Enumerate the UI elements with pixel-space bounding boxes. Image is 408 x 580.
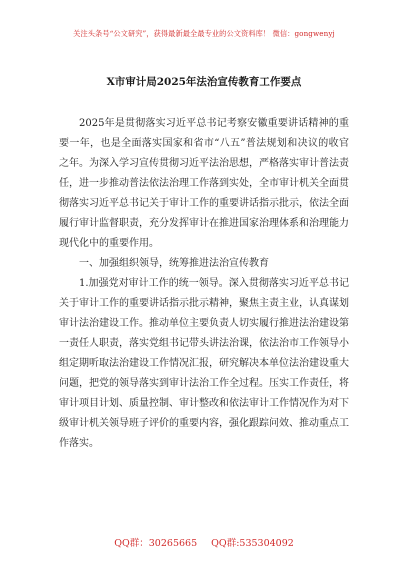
promo-banner: 关注头条号“公文研究”，获得最新最全最专业的公文资料库！ 微信：gongwenyj xyxy=(73,29,335,38)
footer-contact xyxy=(0,535,408,549)
qq-group-2: QQ群:535304092 xyxy=(211,538,294,549)
section-heading: 一、加强组织领导，统筹推进法治宣传教育 xyxy=(79,258,269,269)
qq-group-1: QQ群：30265665 xyxy=(114,538,198,549)
item-paragraph: 1.加强党对审计工作的统一领导。深入贯彻落实习近平总书记关于审计工作的重要讲话指示批示精神，聚焦主责主业，认真谋划审计法治建设工作。推动单位主要负责人切实履行推进法治建设第一责任人职责，落实党组书记带头讲法治课，依法治市工作领导小组定期听取法治建设工作情况汇报，研究解决本单位法治建设重大问题，把党的领导落实到审计法治工作全过程。压实工作责任，将审计项目计划、质量控制、审计整改和依法审计工作情况作为对下级审计机关领导班子评价的重要内容，强化跟踪问效、推动重点工作落实。 xyxy=(59,278,349,449)
document-title: X市审计局2025年法治宣传教育工作要点 xyxy=(106,76,302,88)
document-body xyxy=(59,114,349,454)
intro-paragraph: 2025年是贯彻落实习近平总书记考察安徽重要讲话精神的重要一年，也是全面落实国家和省市“八五”普法规划和决议的收官之年。为深入学习宣传贯彻习近平法治思想，严格落实审计普法责任，进一步推动普法依法治理工作落到实处，全市审计机关全面贯彻落实习近平总书记关于审计工作的重要讲话指示批示，依法全面履行审计监督职责，充分发挥审计在推进国家治理体系和治理能力现代化中的重要作用。 xyxy=(59,118,349,249)
